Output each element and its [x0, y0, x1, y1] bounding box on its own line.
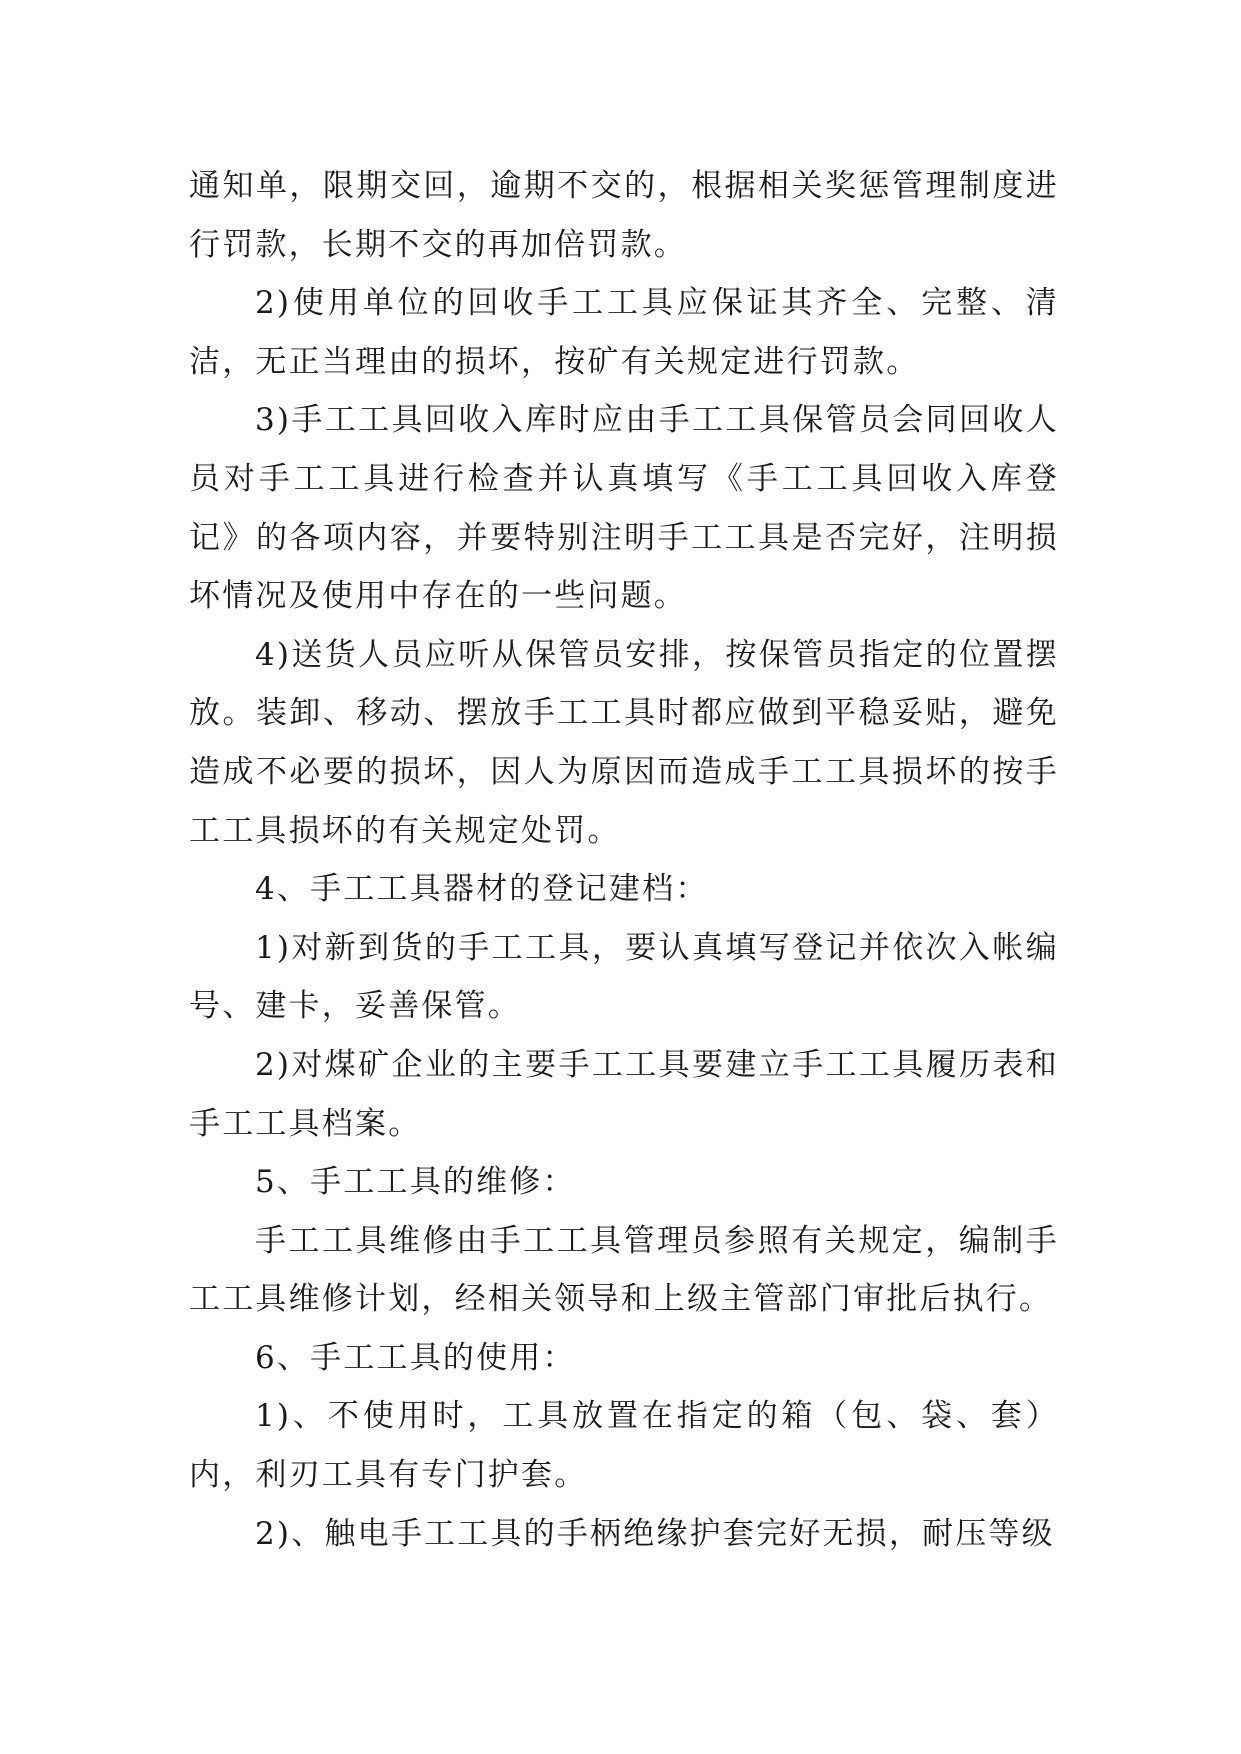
section-heading-usage: 6、手工工具的使用：	[255, 1339, 576, 1376]
paragraph-item-4-delivery-handling: 4)送货人员应听从保管员安排，按保管员指定的位置摆放。装卸、移动、摆放手工工具时都应做到平稳妥贴，避免造成不必要的损坏，因人为原因而造成手工工具损坏的按手工工具损坏的有关规定处罚。	[189, 636, 1059, 849]
document-body	[189, 157, 1059, 1563]
paragraph-usage-storage: 1)、不使用时，工具放置在指定的箱（包、袋、套）内，利刃工具有专门护套。	[189, 1398, 1059, 1494]
paragraph-maintenance-plan: 手工工具维修由手工工具管理员参照有关规定，编制手工工具维修计划，经相关领导和上级主管部门审批后执行。	[189, 1222, 1059, 1318]
section-heading-registration-archiving: 4、手工工具器材的登记建档：	[255, 871, 709, 908]
paragraph-item-3-inspection-registration: 3)手工工具回收入库时应由手工工具保管员会同回收人员对手工工具进行检查并认真填写《手工工具回收入库登记》的各项内容，并要特别注明手工工具是否完好，注明损坏情况及使用中存在的一些问题。	[189, 402, 1059, 615]
section-heading-maintenance: 5、手工工具的维修：	[255, 1164, 576, 1201]
paragraph-new-tool-registration: 1)对新到货的手工工具，要认真填写登记并依次入帐编号、建卡，妥善保管。	[189, 929, 1059, 1025]
paragraph-item-2-return-condition: 2)使用单位的回收手工工具应保证其齐全、完整、清洁，无正当理由的损坏，按矿有关规定进行罚款。	[189, 285, 1059, 380]
paragraph-tool-history-archive: 2)对煤矿企业的主要手工工具要建立手工工具履历表和手工工具档案。	[189, 1046, 1059, 1142]
paragraph-continuation: 通知单，限期交回，逾期不交的，根据相关奖惩管理制度进行罚款，长期不交的再加倍罚款。	[189, 168, 1059, 263]
paragraph-usage-insulation: 2)、触电手工工具的手柄绝缘护套完好无损，耐压等级	[255, 1515, 1055, 1552]
